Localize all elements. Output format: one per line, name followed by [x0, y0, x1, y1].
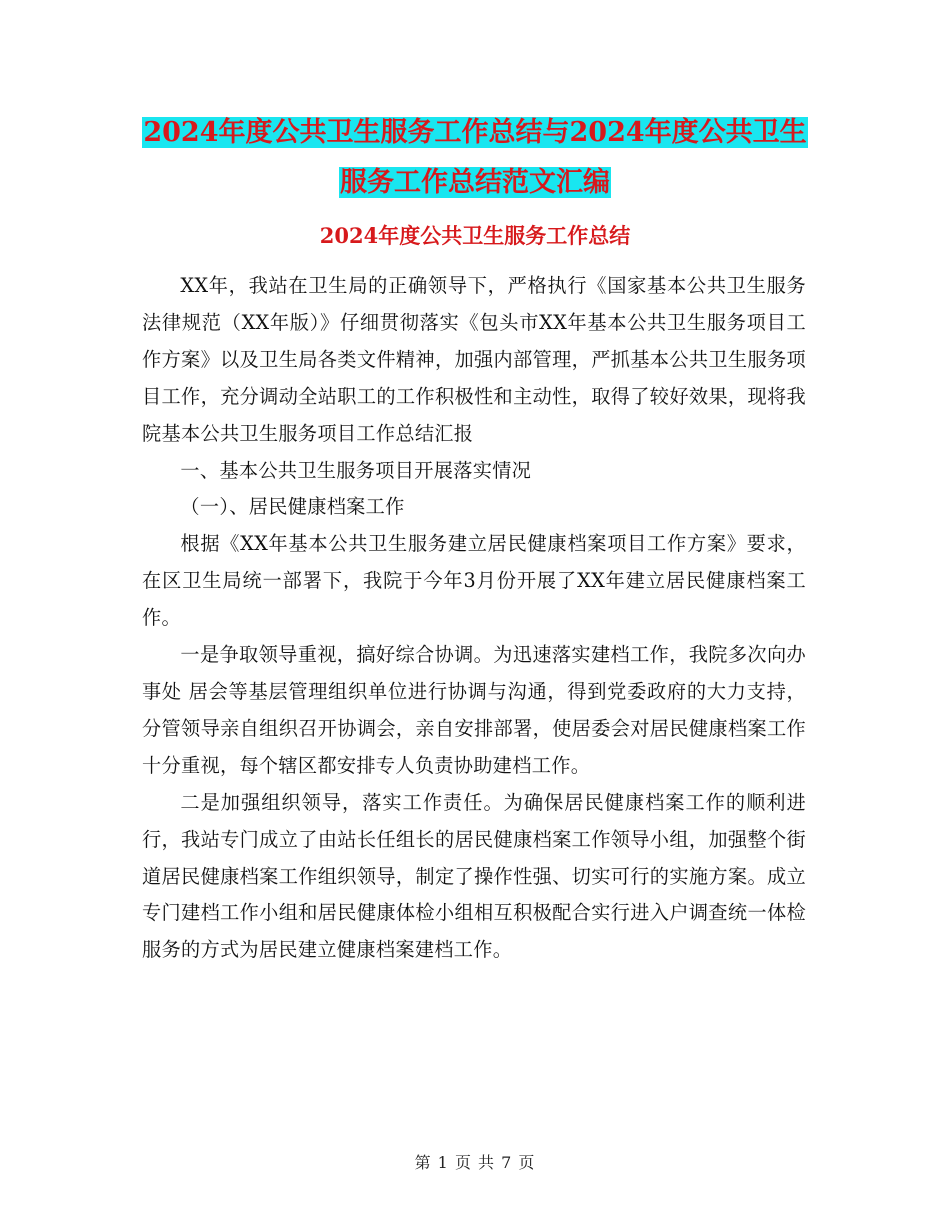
- section-heading: 2024年度公共卫生服务工作总结: [319, 223, 631, 248]
- page-number: 第 1 页 共 7 页: [414, 1153, 536, 1172]
- document-title: [0, 108, 950, 208]
- document-body: [142, 268, 806, 969]
- subsection-heading: （一）、居民健康档案工作: [180, 495, 405, 519]
- paragraph: 二是加强组织领导，落实工作责任。为确保居民健康档案工作的顺利进行，我站专门成立了由站长任组长的居民健康档案工作领导小组，加强整个街道居民健康档案工作组织领导，制定了操作性强、切实可行的实施方案。成立专门建档工作小组和居民健康体检小组相互积极配合实行进入户调查统一体检服务的方式为居民建立健康档案建档工作。: [142, 790, 806, 962]
- title-line-1: 2024年度公共卫生服务工作总结与2024年度公共卫生: [143, 117, 807, 148]
- paragraph: 根据《XX年基本公共卫生服务建立居民健康档案项目工作方案》要求，在区卫生局统一部署下，我院于今年3月份开展了XX年建立居民健康档案工作。: [142, 532, 806, 630]
- paragraph: 一是争取领导重视，搞好综合协调。为迅速落实建档工作，我院多次向办事处 居会等基层管理组织单位进行协调与沟通，得到党委政府的大力支持，分管领导亲自组织召开协调会，亲自安排部署，使居委会对居民健康档案工作十分重视，每个辖区都安排专人负责协助建档工作。: [142, 643, 806, 777]
- section-heading-1: 一、基本公共卫生服务项目开展落实情况: [180, 458, 532, 482]
- paragraph: XX年，我站在卫生局的正确领导下，严格执行《国家基本公共卫生服务法律规范（XX年版）》仔细贯彻落实《包头市XX年基本公共卫生服务项目工作方案》以及卫生局各类文件精神，加强内部管理，严抓基本公共卫生服务项目工作，充分调动全站职工的工作积极性和主动性，取得了较好效果，现将我院基本公共卫生服务项目工作总结汇报: [142, 274, 806, 445]
- title-line-2: 服务工作总结范文汇编: [340, 167, 610, 198]
